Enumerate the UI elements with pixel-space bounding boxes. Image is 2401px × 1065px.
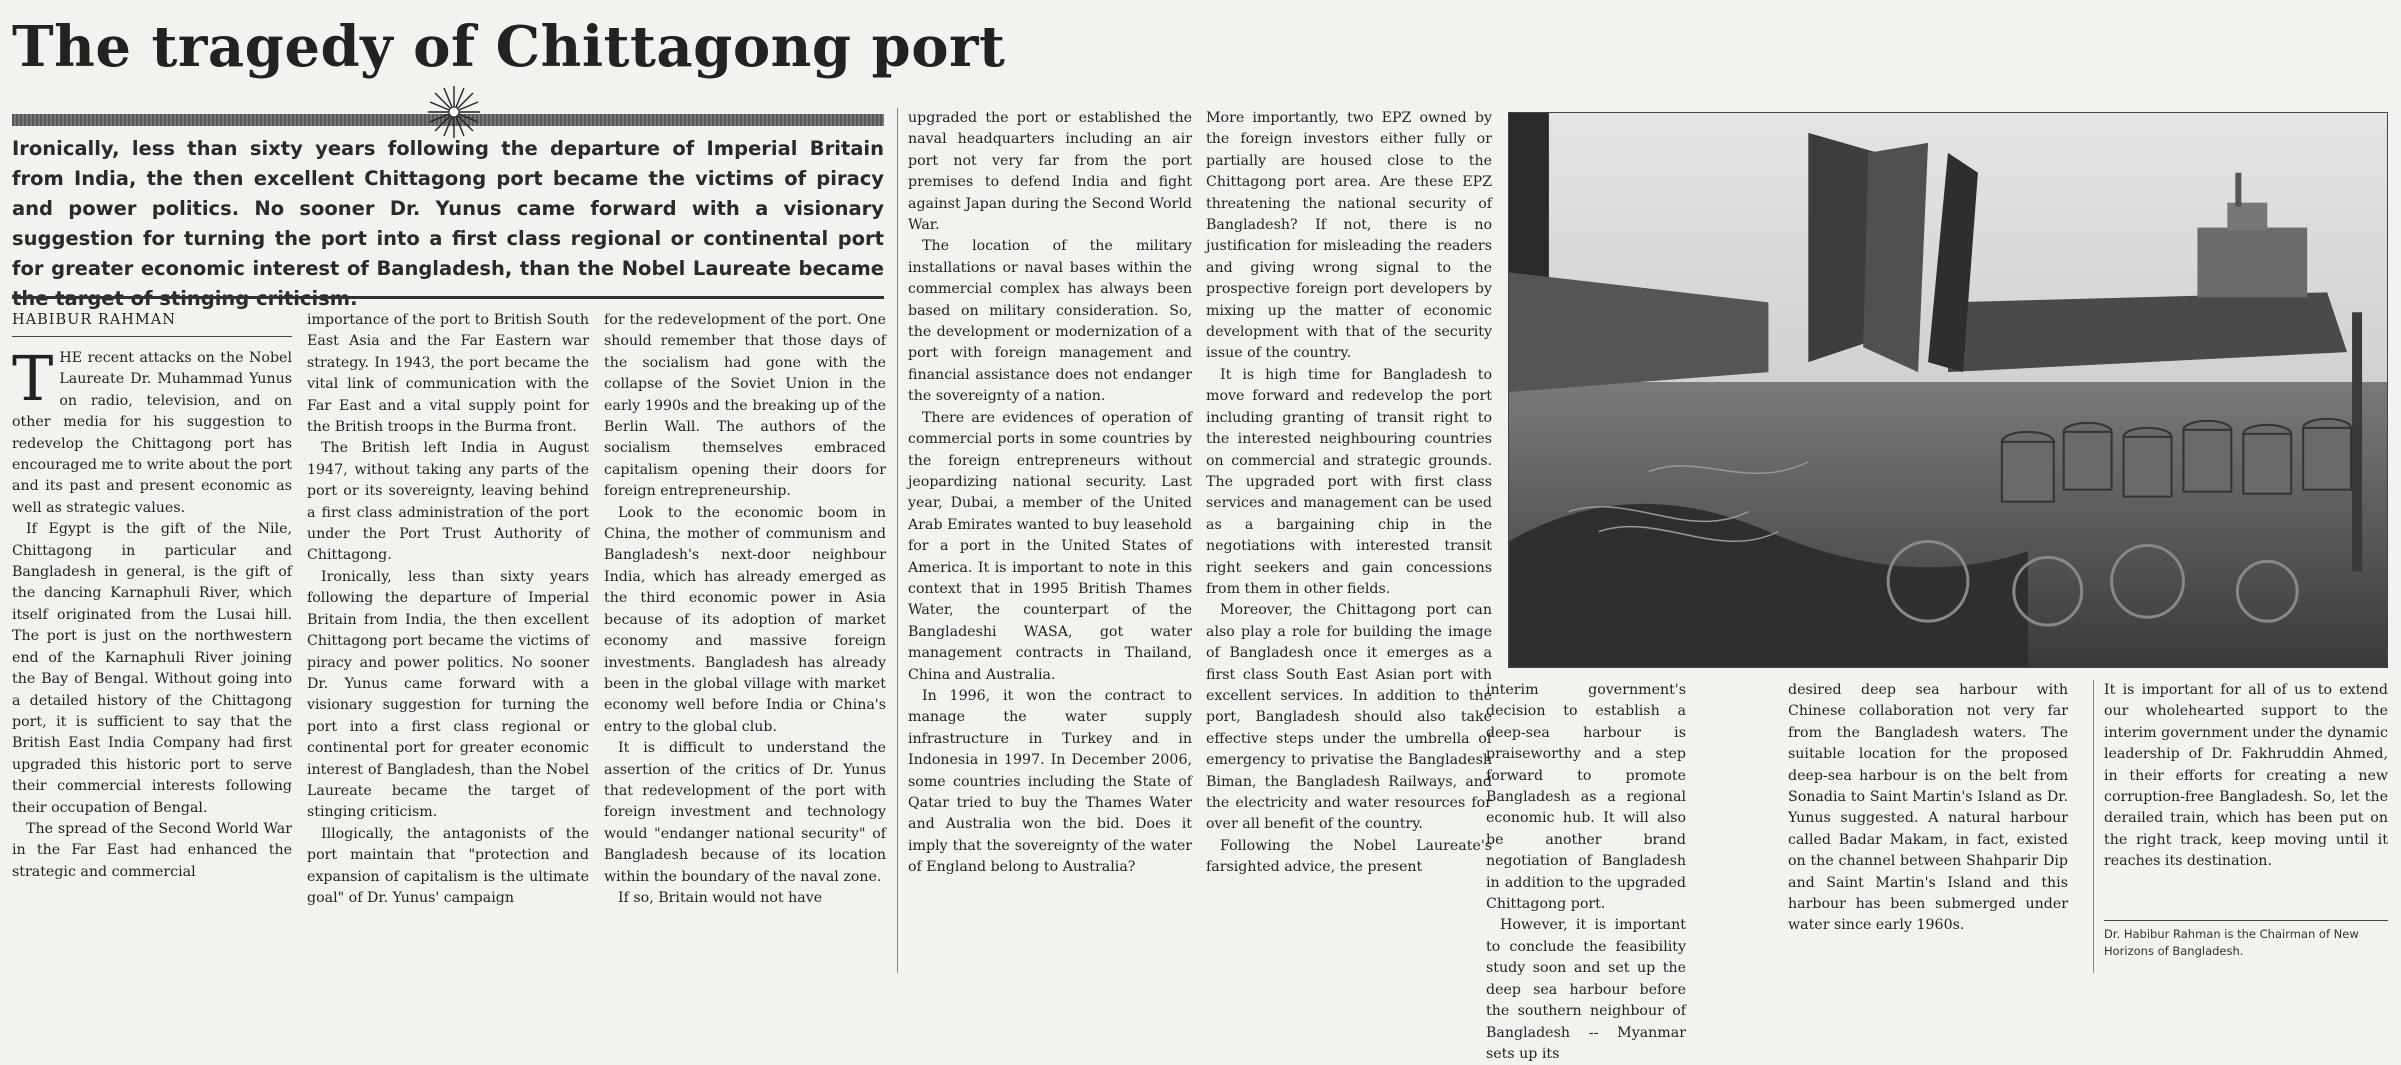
article-column-2 [307,310,589,973]
paragraph: More importantly, two EPZ owned by the foreign investors either fully or partially are housed close to the Chittagong port area. Are these EPZ threatening the national security of Bangladesh? If not, there is no justification for misleading the readers and giving wrong signal to the prospective foreign port developers by mixing up the matter of economic development with that of the security issue of the country. [1206,110,1492,362]
author-footnote: Dr. Habibur Rahman is the Chairman of New Horizons of Bangladesh. [2104,927,2359,958]
article-column-4 [908,108,1192,973]
paragraph: In 1996, it won the contract to manage the water supply infrastructure in Turkey and in Indonesia in 1997. In December 2006, some countries including the State of Qatar tried to buy the Thames Water and Australia won the bid. Does it imply that the sovereignty of the water of England belong to Australia? [908,687,1192,876]
paragraph: The location of the military installations or naval bases within the commercial complex has always been based on military consideration. So, the development or modernization of a port with foreign management and financial assistance does not endanger the sovereignty of a nation. [908,238,1192,405]
paragraph: interim government's decision to establish a deep-sea harbour is praiseworthy and a step forward to promote Bangladesh as a regional economic hub. It will also be another brand negotiation of Bangladesh in addition to the upgraded Chittagong port. [1486,682,1686,913]
paragraph: importance of the port to British South East Asia and the Far Eastern war strategy. In 1943, the port became the vital link of communication with the Far East and a vital supply point for the British troops in the Burma front. [307,312,589,436]
article-column-7 [1788,680,2068,973]
paragraph: upgraded the port or established the naval headquarters including an air port not very far from the port premises to defend India and fight against Japan during the Second World War. [908,110,1192,234]
paragraph: Illogically, the antagonists of the port maintain that "protection and expansion of capitalism is the ultimate goal" of Dr. Yunus' campaign [307,825,589,906]
paragraph: If so, Britain would not have [618,889,823,906]
paragraph: Look to the economic boom in China, the mother of communism and Bangladesh's next-door neighbour India, which has already emerged as the third economic power in Asia because of its adoption of market economy and massive foreign investments. Bangladesh has already been in the global village with market economy well before India or China's entry to the global club. [604,504,886,735]
paragraph: However, it is important to conclude the feasibility study soon and set up the deep sea harbour before the southern neighbour of Bangladesh -- Myanmar sets up its [1486,917,1686,1062]
paragraph [12,342,292,519]
paragraph: for the redevelopment of the port. One should remember that those days of the socialism had gone with the collapse of the Soviet Union in the early 1990s and the breaking up of the Berlin Wall. The authors of the socialism themselves embraced capitalism opening their doors for foreign entrepreneurship. [604,312,886,500]
paragraph: It is difficult to understand the assertion of the critics of Dr. Yunus that redevelopment of the port with foreign investment and technology would "endanger national security" of Bangladesh because of its location within the boundary of the naval zone. [604,740,886,885]
byline-rule [12,336,292,337]
paragraph: It is important for all of us to extend our wholehearted support to the interim government under the dynamic leadership of Dr. Fakhruddin Ahmed, in their efforts for creating a new corruption-free Bangladesh. So, let the derailed train, which has been put on the right track, keep moving until it reaches its destination. [2104,682,2388,870]
article-column-3 [604,310,886,973]
paragraph: Following the Nobel Laureate's farsighted advice, the present [1206,837,1492,876]
byline: HABIBUR RAHMAN [12,312,176,328]
paragraph: There are evidences of operation of commercial ports in some countries by the foreign entrepreneurs without jeopardizing national security. Last year, Dubai, a member of the United Arab Emirates wanted to buy leasehold for a port in the United States of America. It is important to note in this context that in 1995 British Thames Water, the counterpart of the Bangladeshi WASA, got water management contracts in Thailand, China and Australia. [908,409,1192,683]
paragraph: desired deep sea harbour with Chinese collaboration not very far from the Bangladesh waters. The suitable location for the proposed deep-sea harbour is on the belt from Sonadia to Saint Martin's Island as Dr. Yunus suggested. A natural harbour called Badar Makam, in fact, existed on the channel between Shahparir Dip and Saint Martin's Island and this harbour has been submerged under water since early 1960s. [1788,682,2068,934]
paragraph: Ironically, less than sixty years following the departure of Imperial Britain from India, the then excellent Chittagong port became the victims of piracy and power politics. No sooner Dr. Yunus came forward with a visionary suggestion for turning the port into a first class regional or continental port for greater economic interest of Bangladesh, than the Nobel Laureate became the target of stinging criticism. [307,568,589,821]
deck-bottom-rule [12,296,884,299]
article-column-5 [1206,108,1492,973]
footnote-rule [2104,920,2388,921]
column-divider [897,108,898,973]
article-column-8 [2104,680,2388,916]
paragraph: Moreover, the Chittagong port can also play a role for building the image of Bangladesh once it emerges as a first class South East Asian port with excellent services. In addition to the port, Bangladesh should also take effective steps under the umbrella of emergency to privatise the Bangladesh Biman, the Bangladesh Railways, and the electricity and water resources for over all benefit of the country. [1206,602,1492,833]
article-column-1 [12,342,292,973]
paragraph: The British left India in August 1947, without taking any parts of the port or its sovereignty, leaving behind a first class administration of the port under the Port Trust Authority of Chittagong. [307,440,589,564]
headline: The tragedy of Chittagong port [12,14,1006,80]
column-divider [2093,680,2094,973]
drop-cap: T [12,342,54,415]
article-column-6 [1486,680,1686,1062]
paragraph-text: HE recent attacks on the Nobel Laureate Dr. Muhammad Yunus on radio, television, and on other media for his suggestion to redevelop the Chittagong port has encouraged me to write about the port and its past and present economic as well as strategic values. [12,350,292,516]
paragraph: If Egypt is the gift of the Nile, Chittagong in particular and Bangladesh in general, is the gift of the dancing Karnaphuli River, which itself originated from the Lusai hill. The port is just on the northwestern end of the Karnaphuli River joining the Bay of Bengal. Without going into a detailed history of the Chittagong port, it is sufficient to say that the British East India Company had first upgraded this historic port to serve their commercial interests following their occupation of Bengal. [12,521,292,816]
photo-illustration [1509,113,2387,667]
paragraph: The spread of the Second World War in the Far East had enhanced the strategic and commercial [12,820,292,880]
article-deck: Ironically, less than sixty years following the departure of Imperial Britain from India, the then excellent Chittagong port became the victims of piracy and power politics. No sooner Dr. Yunus came forward with a visionary suggestion for turning the port into a first class regional or continental port for greater economic interest of Bangladesh, than the Nobel Laureate became [12,137,884,280]
paragraph: It is high time for Bangladesh to move forward and redevelop the port including granting of transit right to the interested neighbouring countries on commercial and strategic grounds. The upgraded port with first class services and management can be used as a bargaining chip in the negotiations with interested transit right seekers and gain concessions from them in other fields. [1206,366,1492,597]
ship-breaking-yard-photo [1508,112,2388,668]
starburst-icon [426,84,482,140]
